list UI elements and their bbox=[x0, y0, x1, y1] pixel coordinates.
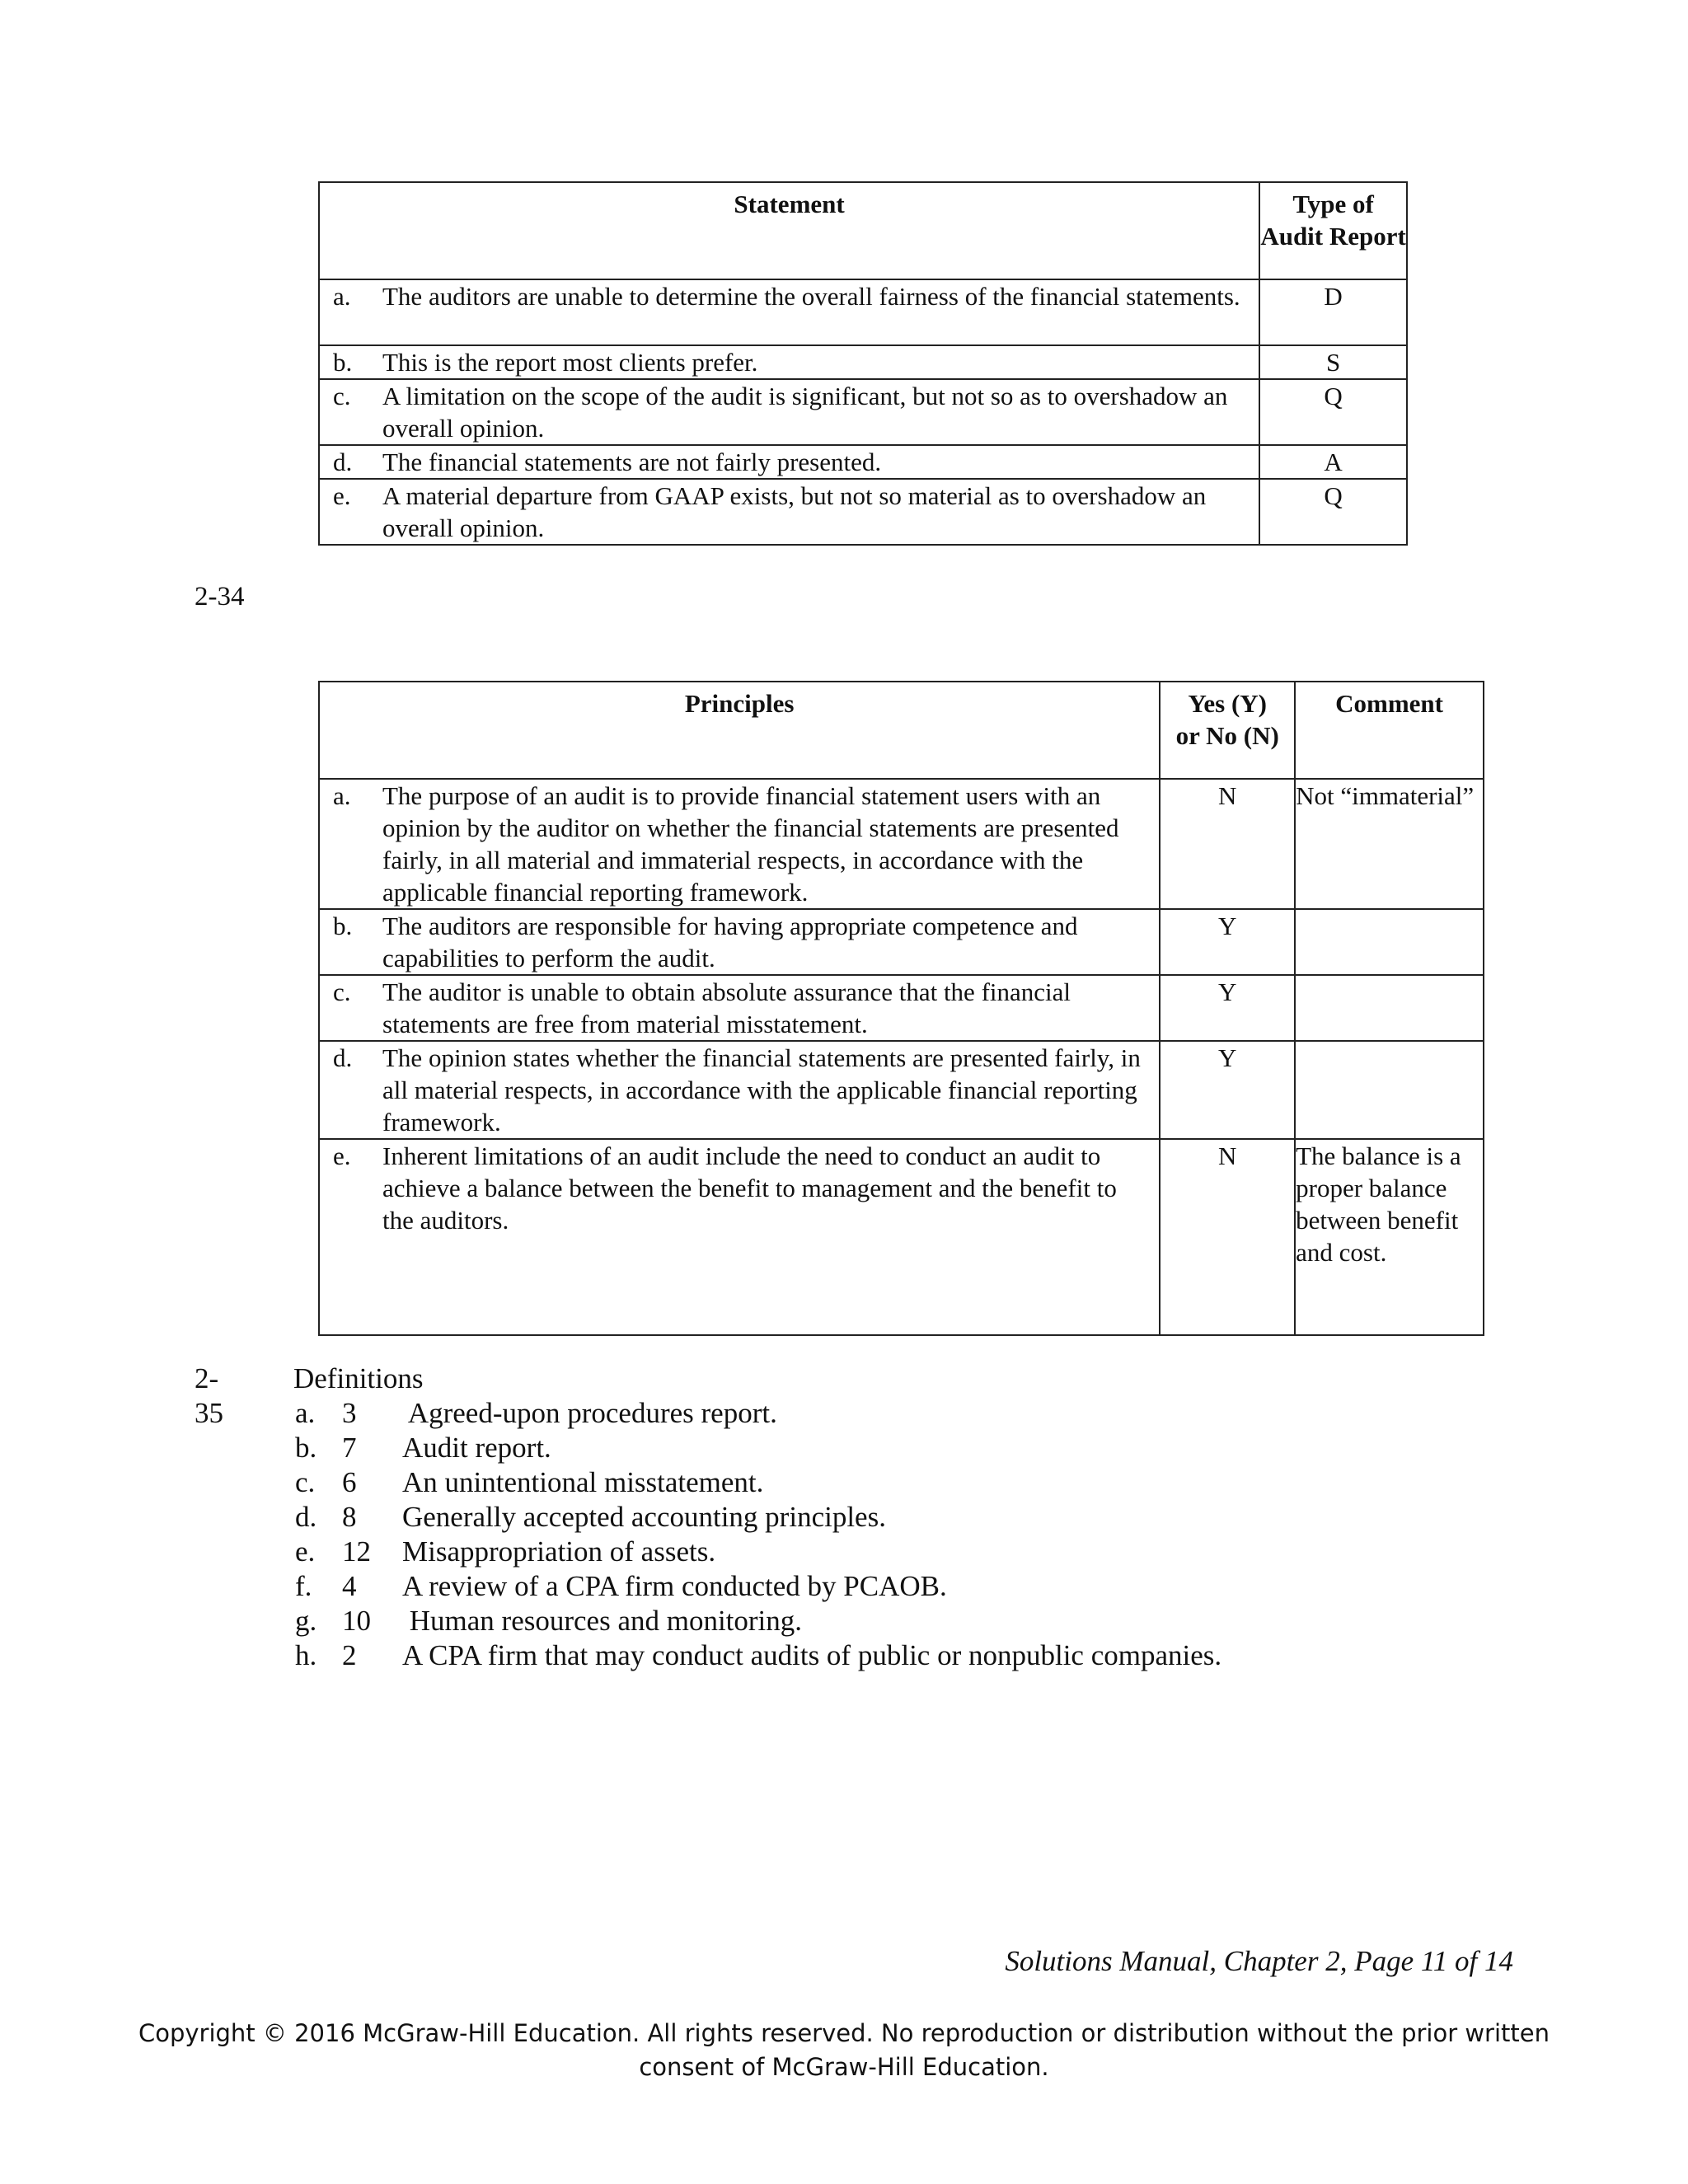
row-letter: e. bbox=[333, 1141, 351, 1170]
row-letter: a. bbox=[333, 282, 351, 311]
principle-text: The auditor is unable to obtain absolute assurance that the financial statements are free from material misstatement. bbox=[382, 977, 1071, 1038]
item-letter: f. bbox=[295, 1570, 312, 1602]
report-type: Q bbox=[1259, 379, 1407, 445]
statement-text: The financial statements are not fairly presented. bbox=[382, 448, 882, 476]
comment-header: Comment bbox=[1295, 682, 1484, 779]
yes-no-answer: N bbox=[1160, 1139, 1295, 1335]
copyright-notice bbox=[0, 2017, 1688, 2084]
comment-text bbox=[1295, 1041, 1484, 1139]
item-definition: A review of a CPA firm conducted by PCAOB. bbox=[402, 1570, 947, 1602]
type-of-audit-report-header: Type of Audit Report bbox=[1259, 182, 1407, 279]
yes-no-answer: Y bbox=[1160, 1041, 1295, 1139]
table-row bbox=[319, 1041, 1484, 1139]
table-row bbox=[319, 345, 1407, 379]
item-letter: h. bbox=[295, 1639, 317, 1671]
statement-text: A limitation on the scope of the audit is significant, but not so as to overshadow an overall opinion. bbox=[382, 382, 1228, 443]
row-letter: d. bbox=[333, 1043, 353, 1072]
report-type: D bbox=[1259, 279, 1407, 345]
item-definition: A CPA firm that may conduct audits of public or nonpublic companies. bbox=[402, 1639, 1222, 1671]
statement-text: A material departure from GAAP exists, but not so material as to overshadow an overall opinion. bbox=[382, 481, 1207, 542]
row-letter: b. bbox=[333, 912, 353, 940]
section-title: Definitions bbox=[293, 1362, 424, 1394]
principle-text: The opinion states whether the financial statements are presented fairly, in all material respects, in accordance with the applicable financial reporting framework. bbox=[382, 1043, 1141, 1137]
comment-text bbox=[1295, 975, 1484, 1041]
comment-text: Not “immaterial” bbox=[1295, 779, 1484, 909]
item-number: 2 bbox=[342, 1639, 357, 1671]
copyright-line-2: consent of McGraw-Hill Education. bbox=[639, 2053, 1049, 2081]
item-number: 8 bbox=[342, 1501, 357, 1533]
comment-text: The balance is a proper balance between benefit and cost. bbox=[1295, 1139, 1484, 1335]
item-letter: d. bbox=[295, 1501, 317, 1533]
table-header-row bbox=[319, 682, 1484, 779]
row-letter: d. bbox=[333, 448, 353, 476]
row-letter: c. bbox=[333, 382, 351, 410]
section-number-2-34: 2-34 bbox=[195, 582, 245, 612]
table-header-row bbox=[319, 182, 1407, 279]
item-definition: An unintentional misstatement. bbox=[402, 1466, 764, 1498]
table-row bbox=[319, 279, 1407, 345]
section-number-2-35: 2-35 bbox=[195, 1362, 223, 1429]
row-letter: e. bbox=[333, 481, 351, 510]
item-letter: e. bbox=[295, 1535, 316, 1568]
table-row bbox=[319, 479, 1407, 545]
table-row bbox=[319, 909, 1484, 975]
comment-text bbox=[1295, 909, 1484, 975]
report-type: A bbox=[1259, 445, 1407, 479]
item-letter: g. bbox=[295, 1605, 317, 1637]
statement-text: The auditors are unable to determine the overall fairness of the financial statements. bbox=[382, 282, 1240, 311]
principle-text: Inherent limitations of an audit include the need to conduct an audit to achieve a balance between the benefit to management and the benefit to the auditors. bbox=[382, 1141, 1117, 1235]
item-number: 12 bbox=[342, 1535, 371, 1568]
yes-no-answer: Y bbox=[1160, 975, 1295, 1041]
item-definition: Misappropriation of assets. bbox=[402, 1535, 716, 1568]
yes-no-answer: Y bbox=[1160, 909, 1295, 975]
audit-report-type-table bbox=[318, 181, 1408, 546]
item-letter: a. bbox=[295, 1397, 316, 1429]
item-number: 7 bbox=[342, 1432, 357, 1464]
row-letter: c. bbox=[333, 977, 351, 1006]
table-row bbox=[319, 379, 1407, 445]
page-footer-title: Solutions Manual, Chapter 2, Page 11 of 14 bbox=[1005, 1945, 1513, 1977]
table-row bbox=[319, 1139, 1484, 1335]
item-number: 6 bbox=[342, 1466, 357, 1498]
item-number: 3 bbox=[342, 1397, 357, 1429]
row-letter: b. bbox=[333, 348, 353, 377]
item-definition: Audit report. bbox=[402, 1432, 551, 1464]
report-type: Q bbox=[1259, 479, 1407, 545]
statement-header: Statement bbox=[319, 182, 1259, 279]
row-letter: a. bbox=[333, 781, 351, 810]
table-row bbox=[319, 779, 1484, 909]
principle-text: The auditors are responsible for having appropriate competence and capabilities to perform the audit. bbox=[382, 912, 1078, 972]
report-type: S bbox=[1259, 345, 1407, 379]
copyright-line-1: Copyright © 2016 McGraw-Hill Education. All rights reserved. No reproduction or distribution without the prior written bbox=[138, 2019, 1550, 2047]
item-definition: Human resources and monitoring. bbox=[402, 1605, 803, 1637]
item-definition: Generally accepted accounting principles. bbox=[402, 1501, 886, 1533]
principles-header: Principles bbox=[319, 682, 1160, 779]
principle-text: The purpose of an audit is to provide financial statement users with an opinion by the auditor on whether the financial statements are presented fairly, in all material and immaterial respects, in accordance with the applicable financial reporting framework. bbox=[382, 781, 1119, 907]
item-letter: b. bbox=[295, 1432, 317, 1464]
table-row bbox=[319, 445, 1407, 479]
table-row bbox=[319, 975, 1484, 1041]
item-number: 4 bbox=[342, 1570, 357, 1602]
statement-text: This is the report most clients prefer. bbox=[382, 348, 758, 377]
item-number: 10 bbox=[342, 1605, 371, 1637]
yes-no-answer: N bbox=[1160, 779, 1295, 909]
audit-principles-table bbox=[318, 681, 1484, 1336]
yes-no-header: Yes (Y) or No (N) bbox=[1160, 682, 1295, 779]
item-letter: c. bbox=[295, 1466, 316, 1498]
item-definition: Agreed-upon procedures report. bbox=[402, 1397, 777, 1429]
